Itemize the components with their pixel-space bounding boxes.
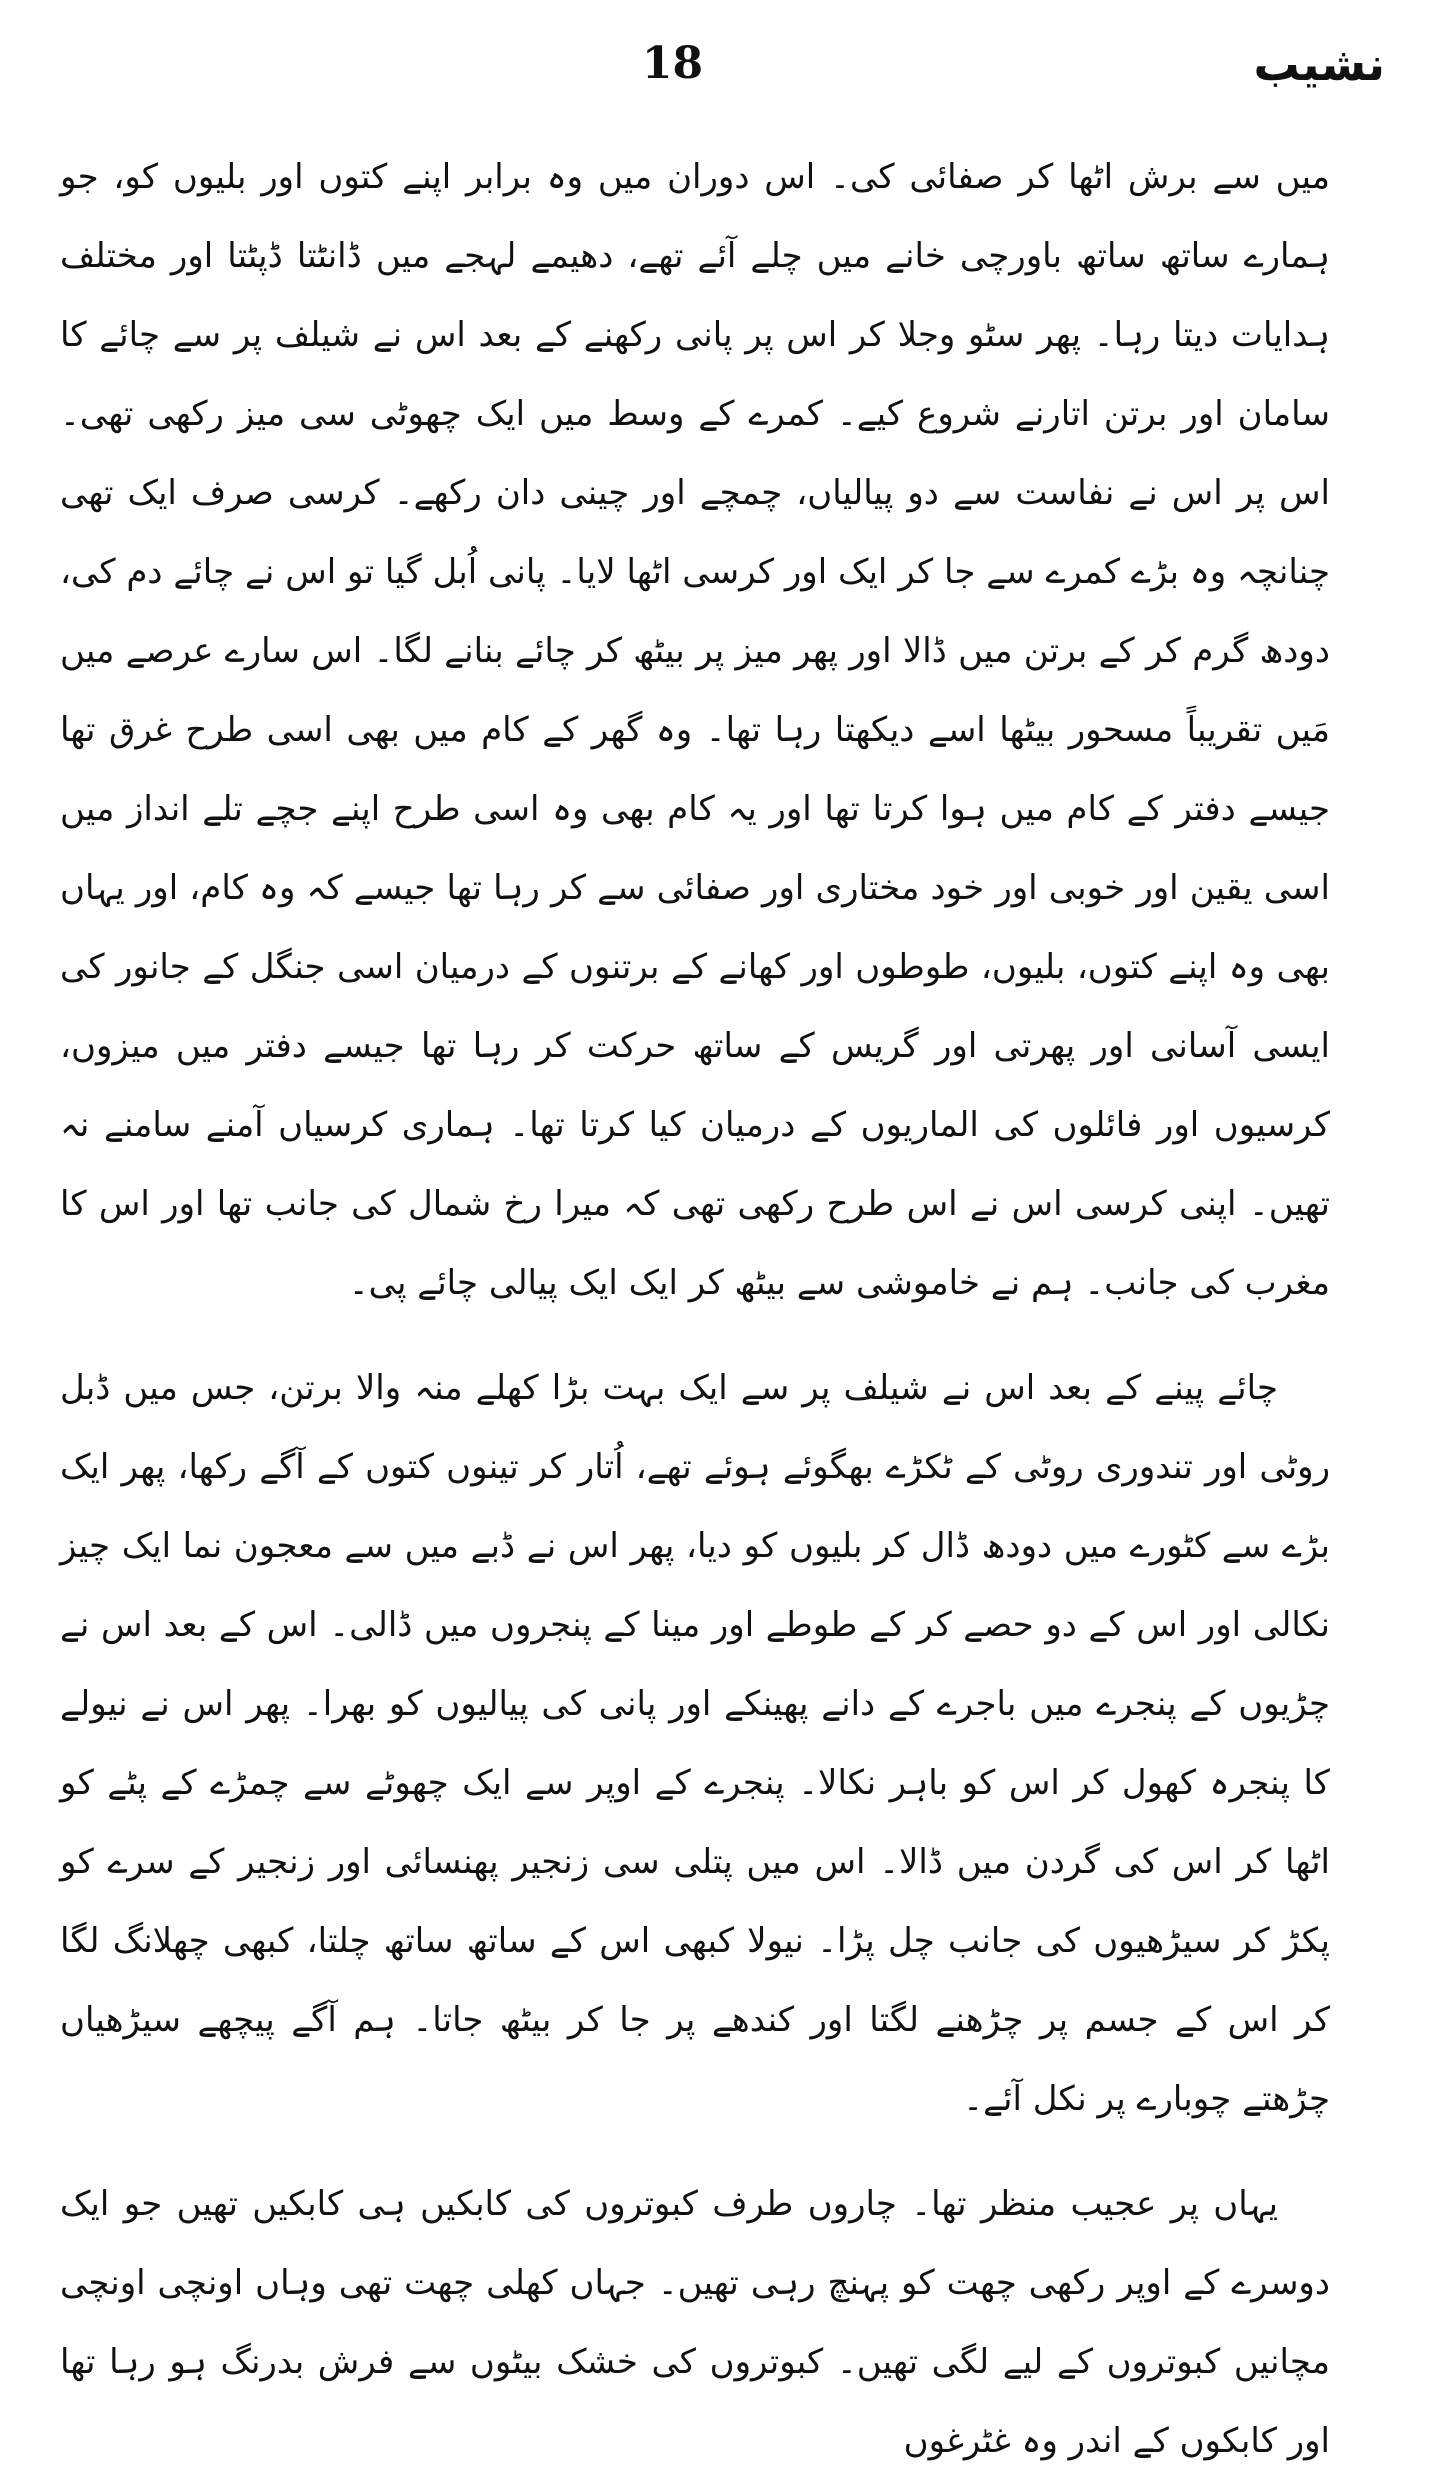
running-title: نشیب	[1253, 37, 1385, 91]
paragraph-2: چائے پینے کے بعد اس نے شیلف پر سے ایک بہت بڑا کھلے منہ والا برتن، جس میں ڈبل روٹی اور تندوری روٹی کے ٹکڑے بھگوئے ہوئے تھے، اُتار کر تینوں کتوں کے آگے رکھا، پھر ایک بڑے سے کٹورے میں دودھ ڈال کر بلیوں کو دیا، پھر اس نے ڈبے میں سے معجون نما ایک چیز نکالی اور اس کے دو حصے کر کے طوطے اور مینا کے پنجروں میں ڈالی۔ اس کے بعد اس نے چڑیوں کے پنجرے میں باجرے کے دانے پھینکے اور پانی کی پیالیوں کو بھرا۔ پھر اس نے نیولے کا پنجرہ کھول کر اس کو باہر نکالا۔ پنجرے کے اوپر سے ایک چھوٹے سے چمڑے کے پٹے کو اٹھا کر اس کی گردن میں ڈالا۔ اس میں پتلی سی زنجیر پھنسائی اور زنجیر کے سرے کو پکڑ کر سیڑھیوں کی جانب چل پڑا۔ نیولا کبھی اس کے ساتھ ساتھ چلتا، کبھی چھلانگ لگا کر اس کے جسم پر چڑھنے لگتا اور کندھے پر جا کر بیٹھ جاتا۔ ہم آگے پیچھے سیڑھیاں چڑھتے چوبارے پر نکل آئے۔	[60, 1368, 1330, 2119]
paragraph-3: یہاں پر عجیب منظر تھا۔ چاروں طرف کبوتروں کی کابکیں ہی کابکیں تھیں جو ایک دوسرے کے اوپر رکھی چھت کو پہنچ رہی تھیں۔ جہاں کھلی چھت تھی وہاں اونچی اونچی مچانیں کبوتروں کے لیے لگی تھیں۔ کبوتروں کی خشک بیٹوں سے فرش بدرنگ ہو رہا تھا اور کابکوں کے اندر وہ غٹرغوں	[60, 2184, 1330, 2461]
paragraph-1: میں سے برش اٹھا کر صفائی کی۔ اس دوران میں وہ برابر اپنے کتوں اور بلیوں کو، جو ہمارے ساتھ ساتھ باورچی خانے میں چلے آئے تھے، دھیمے لہجے میں ڈانٹتا ڈپٹتا اور مختلف ہدایات دیتا رہا۔ پھر سٹو وجلا کر اس پر پانی رکھنے کے بعد اس نے شیلف پر سے چائے کا سامان اور برتن اتارنے شروع کیے۔ کمرے کے وسط میں ایک چھوٹی سی میز رکھی تھی۔ اس پر اس نے نفاست سے دو پیالیاں، چمچے اور چینی دان رکھے۔ کرسی صرف ایک تھی چنانچہ وہ بڑے کمرے سے جا کر ایک اور کرسی اٹھا لایا۔ پانی اُبل گیا تو اس نے چائے دم کی، دودھ گرم کر کے برتن میں ڈالا اور پھر میز پر بیٹھ کر چائے بنانے لگا۔ اس سارے عرصے میں مَیں تقریباً مسحور بیٹھا اسے دیکھتا رہا تھا۔ وہ گھر کے کام میں بھی اسی طرح غرق تھا جیسے دفتر کے کام میں ہوا کرتا تھا اور یہ کام بھی وہ اسی طرح اپنے جچے تلے انداز میں اسی یقین اور خوبی اور خود مختاری اور صفائی سے کر رہا تھا جیسے کہ وہ کام، اور یہاں بھی وہ اپنے کتوں، بلیوں، طوطوں اور کھانے کے برتنوں کے درمیان اسی جنگل کے جانور کی ایسی آسانی اور پھرتی اور گریس کے ساتھ حرکت کر رہا تھا جیسے دفتر میں میزوں، کرسیوں اور فائلوں کی الماریوں کے درمیان کیا کرتا تھا۔ ہماری کرسیاں آمنے سامنے نہ تھیں۔ اپنی کرسی اس نے اس طرح رکھی تھی کہ میرا رخ شمال کی جانب تھا اور اس کا مغرب کی جانب۔ ہم نے خاموشی سے بیٹھ کر ایک ایک پیالی چائے پی۔	[60, 157, 1330, 1303]
page-number: 18	[641, 38, 704, 89]
body-text	[60, 138, 1330, 2481]
